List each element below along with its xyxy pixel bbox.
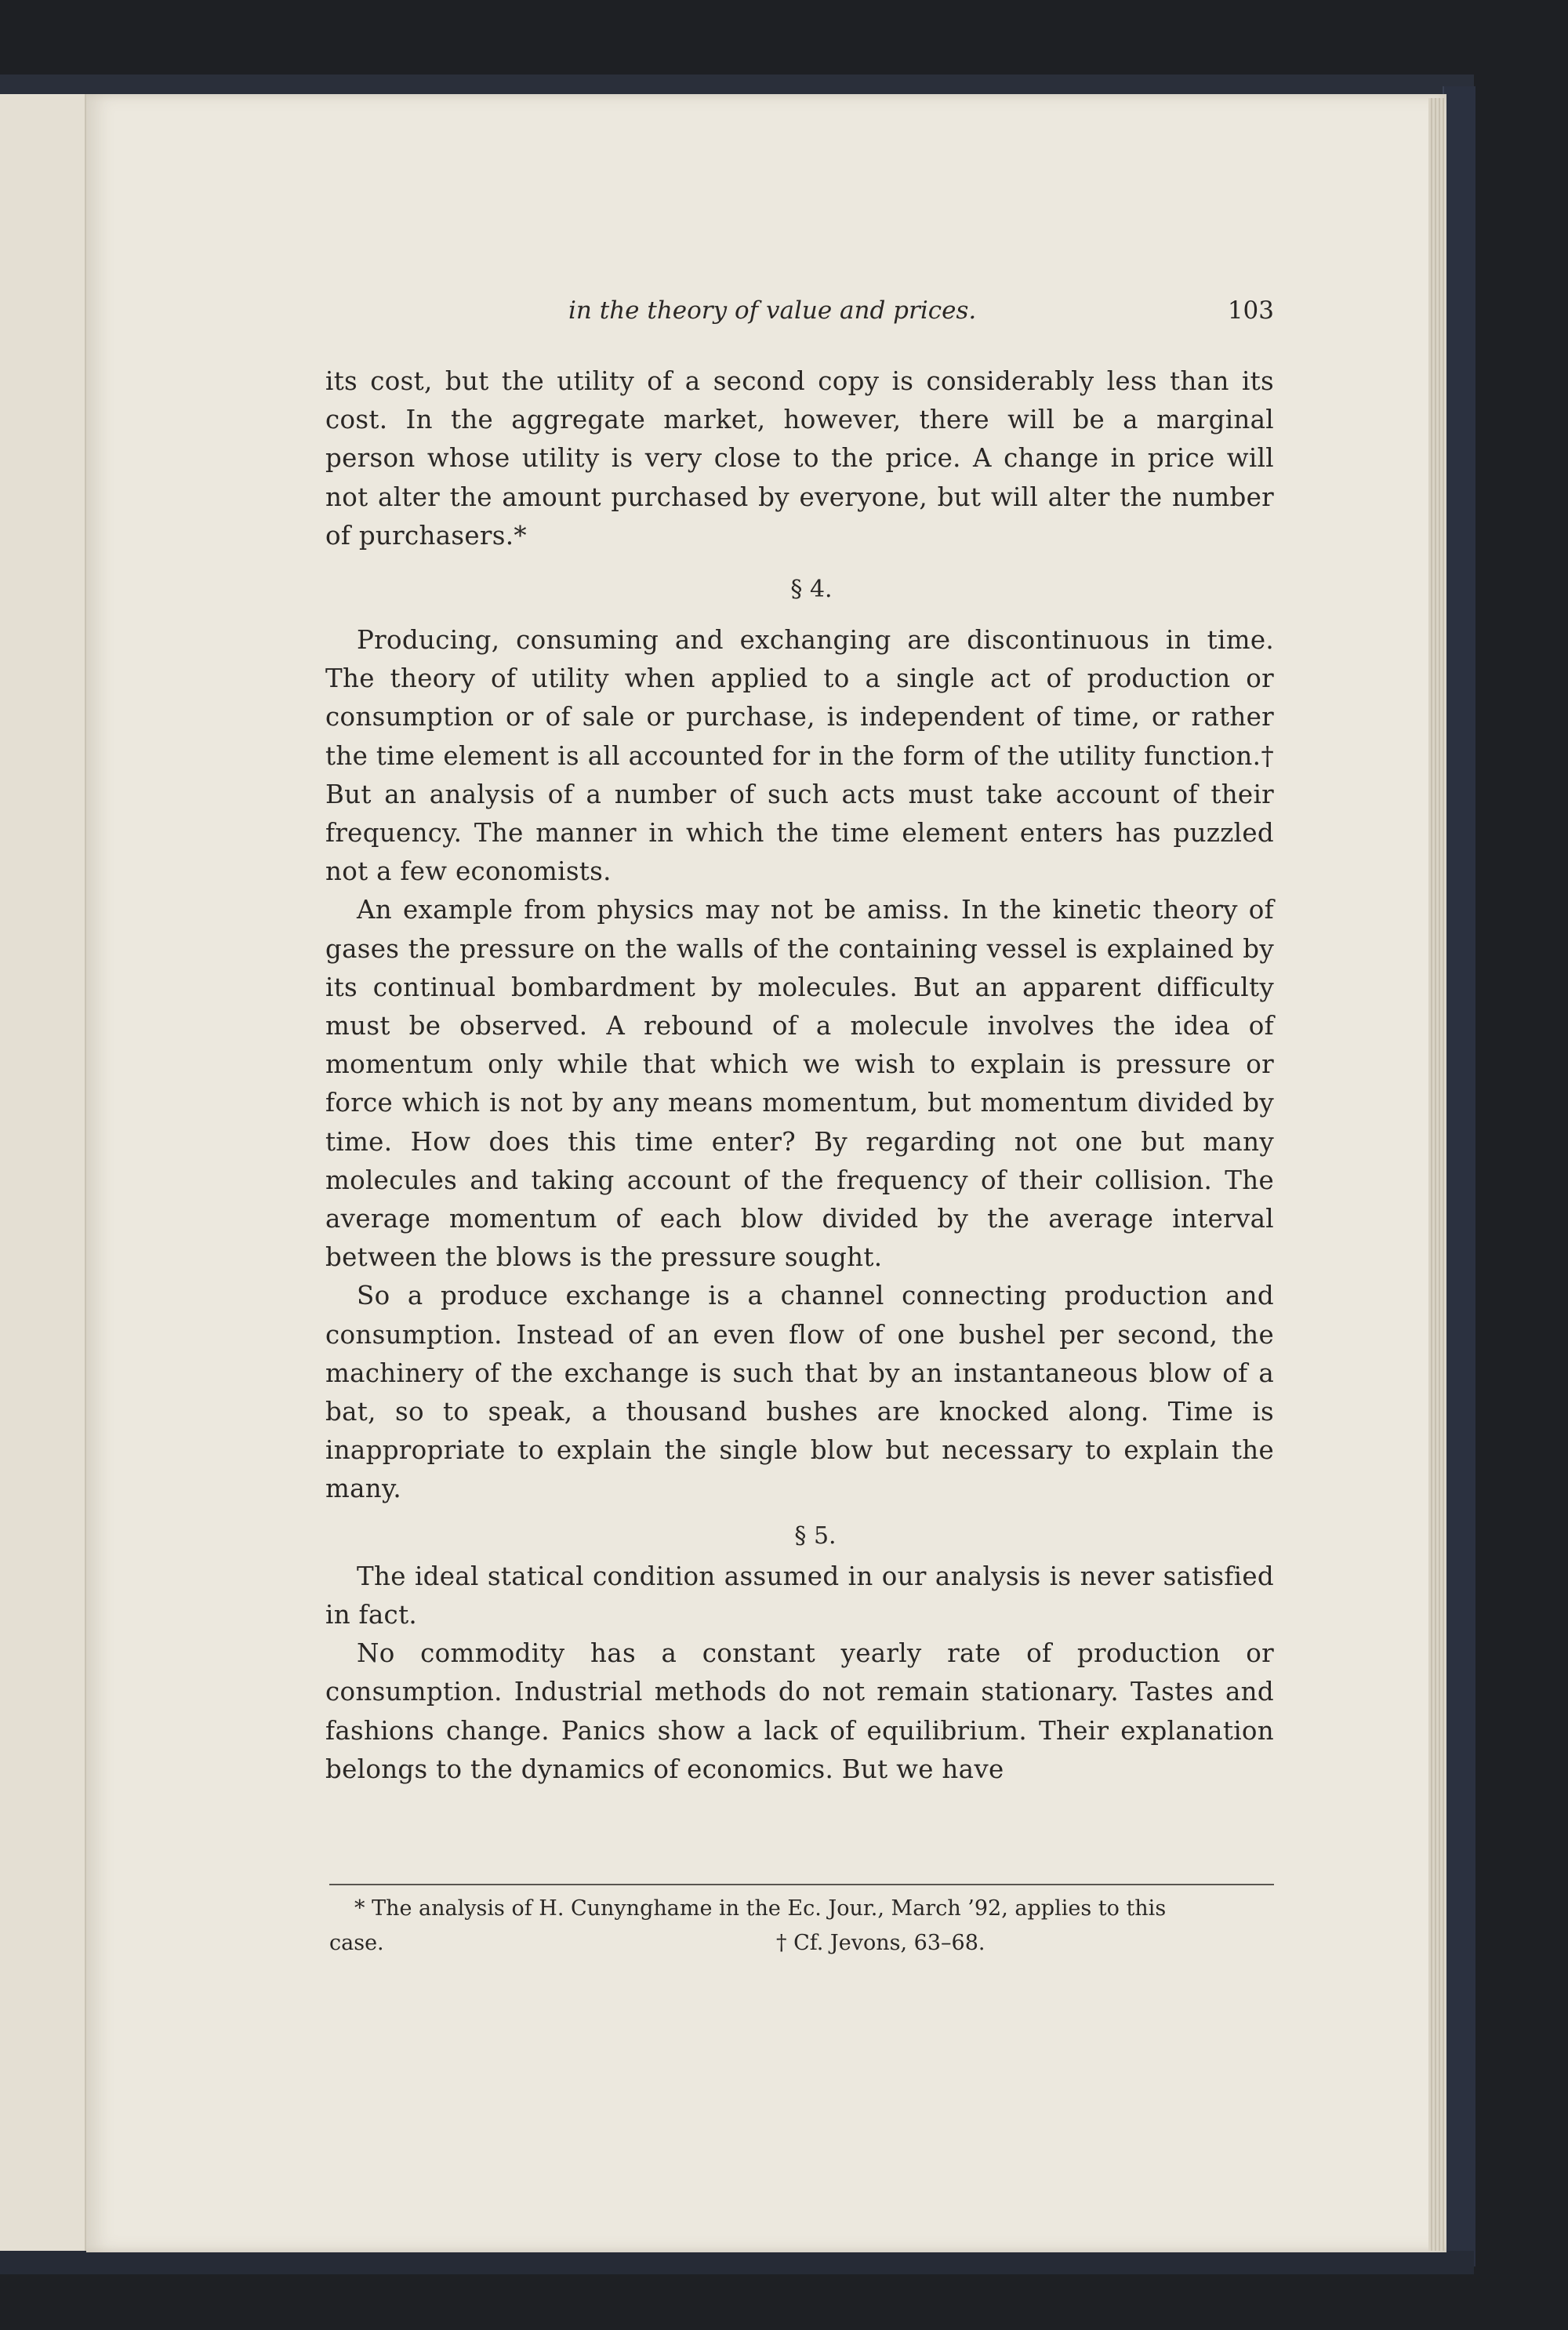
paragraph: No commodity has a constant yearly rate of production or consumption. Industrial methods do not remain stationary. Tastes and fashions change. Panics show a lack of equilibrium. Their explanation belongs to the dynamics of economics. But we have bbox=[325, 1638, 1274, 1784]
section-heading: § 5. bbox=[794, 1521, 837, 1550]
book-cover-right-edge bbox=[1443, 86, 1475, 2266]
page-block-edges bbox=[1428, 98, 1444, 2251]
running-header bbox=[325, 296, 1274, 336]
page-number: 103 bbox=[1227, 296, 1274, 325]
running-title: in the theory of value and prices. bbox=[568, 296, 977, 325]
paragraph: its cost, but the utility of a second copy is considerably less than its cost. In the aggregate market, however, there will be a marginal person whose utility is very close to the price. A change in price will not alter the amount purchased by everyone, but will alter the number of purchasers.* bbox=[325, 366, 1274, 551]
facing-page-edge bbox=[0, 94, 87, 2251]
footnote: † Cf. Jevons, 63–68. bbox=[776, 1931, 985, 1955]
footnotes bbox=[329, 1892, 1276, 1961]
page-body bbox=[325, 362, 1274, 1789]
book-cover-bottom-edge bbox=[0, 2251, 1474, 2274]
paragraph: So a produce exchange is a channel connecting production and consumption. Instead of an even flow of one bushel per second, the machinery of the exchange is such that by an instantaneous blow of a bat, so to speak, a thousand bushes are knocked along. Time is inappropriate to explain the single blow but necessary to explain the many. bbox=[325, 1281, 1274, 1504]
section-heading: § 4. bbox=[790, 576, 833, 604]
footnote: * The analysis of H. Cunynghame in the Ec. Jour., March ’92, applies to this bbox=[354, 1896, 1167, 1921]
paragraph: An example from physics may not be amiss. In the kinetic theory of gases the pressure on the walls of the containing vessel is explained by its continual bombardment by molecules. But an apparent difficulty must be observed. A rebound of a molecule involves the idea of momentum only while that which we wish to explain is pressure or force which is not by any means momentum, but momentum divided by time. How does this time enter? By regarding not one but many molecules and taking account of the frequency of their collision. The average momentum of each blow divided by the average interval between the blows is the pressure sought. bbox=[325, 895, 1274, 1273]
paragraph: The ideal statical condition assumed in our analysis is never satisfied in fact. bbox=[325, 1561, 1274, 1630]
footnote-continuation: case. bbox=[329, 1931, 384, 1955]
paragraph: Producing, consuming and exchanging are discontinuous in time. The theory of utility when applied to a single act of production or consumption or of sale or purchase, is independent of time, or rather the time element is all accounted for in the form of the utility function.† But an analysis of a number of such acts must take account of their frequency. The manner in which the time element enters has puzzled not a few economists. bbox=[325, 625, 1274, 887]
footnote-rule bbox=[329, 1884, 1274, 1885]
